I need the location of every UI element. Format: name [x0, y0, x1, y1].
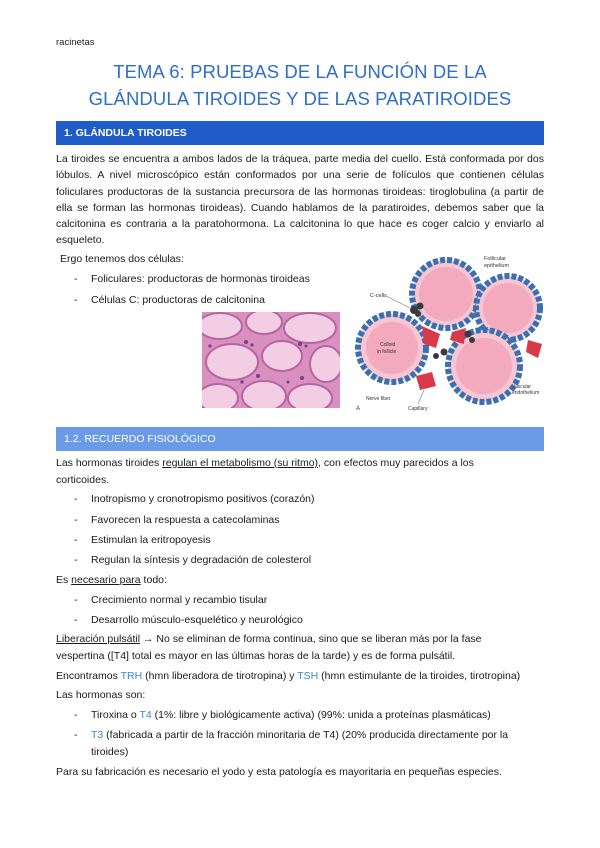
- label-capillary: Capillary: [408, 406, 428, 412]
- section-heading-physiology: 1.2. RECUERDO FISIOLÓGICO: [56, 427, 544, 451]
- title-line-2: GLÁNDULA TIROIDES Y DE LAS PARATIROIDES: [88, 88, 512, 109]
- bullet-dash: -: [74, 493, 78, 505]
- bullet-dash: -: [74, 514, 78, 526]
- cell-item-label: Células C: productoras de calcitonina: [91, 294, 265, 306]
- label-nerve-fiber: Nerve fiber: [366, 396, 391, 402]
- section-heading-thyroid: 1. GLÁNDULA TIROIDES: [56, 121, 544, 145]
- bullet-dash: -: [74, 709, 78, 721]
- follicle: [412, 260, 480, 328]
- label-follicular: Follicular: [484, 256, 507, 262]
- effect-item-3: [74, 533, 211, 547]
- hormone-item-t3: [74, 728, 509, 742]
- need-text-a: Es: [56, 574, 72, 586]
- cells-intro: Ergo tenemos dos células:: [60, 253, 184, 265]
- bullet-dash: -: [74, 294, 78, 306]
- trh-link[interactable]: TRH: [120, 670, 143, 682]
- bullet-dash: -: [74, 534, 78, 546]
- author-label: racinetas: [56, 37, 95, 48]
- effect-label: Inotropismo y cronotropismo positivos (corazón): [91, 493, 315, 505]
- label-vascular: Vascular: [512, 384, 532, 390]
- tsh-link[interactable]: TSH: [297, 670, 319, 682]
- intro-text-b: , con efectos muy parecidos a los: [318, 457, 474, 469]
- thyroid-follicle-diagram: [352, 248, 552, 416]
- need-text-b: todo:: [140, 574, 167, 586]
- bullet-dash: -: [74, 273, 78, 285]
- intro-line-2: corticoides.: [56, 474, 110, 486]
- cell-item-label: Foliculares: productoras de hormonas tiroideas: [91, 273, 310, 285]
- effect-item-4: [74, 553, 312, 567]
- thyroid-paragraph: La tiroides se encuentra a ambos lados de la tráquea, parte media del cuello. Está conformada por dos lóbulos. A nivel microscópico están conformados por una serie de folículos que contienen células foliculares productoras de la sustancia precursora de las hormonas tiroideas: tiroglobulina (a partir de ella se forman las hormonas tiroideas). Cuando hablamos de la paratiroides, debemos saber que la calcitonina es contraria a la paratohormona. La calcitonina lo que hace es coger calcio y enviarlo al esqueleto.: [56, 153, 544, 247]
- bullet-dash: -: [74, 554, 78, 566]
- label-endothelium: endothelium: [512, 390, 540, 396]
- trh-tsh-line: [56, 669, 520, 683]
- bullet-dash: -: [74, 594, 78, 606]
- t4-text-a: Tiroxina o: [91, 709, 140, 721]
- intro-line-1: [56, 456, 544, 470]
- page-title: [40, 58, 560, 112]
- label-c-cells: C-cells: [370, 293, 387, 299]
- hormone-item-t3-cont: tiroides): [91, 746, 129, 758]
- label-colloid: Colloid: [380, 342, 396, 348]
- final-paragraph: Para su fabricación es necesario el yodo y esta patología es mayoritaria en pequeñas especies.: [56, 766, 502, 778]
- bullet-dash: -: [74, 729, 78, 741]
- follicle: [358, 314, 426, 382]
- effect-item-2: [74, 513, 280, 527]
- hormones-intro: Las hormonas son:: [56, 689, 146, 701]
- t4-link[interactable]: T4: [139, 709, 152, 721]
- cell-item-1: [74, 272, 310, 286]
- enc-text-a: Encontramos: [56, 670, 121, 682]
- enc-text-b: (hmn liberadora de tirotropina) y: [142, 670, 298, 682]
- effect-item-1: [74, 492, 315, 506]
- bullet-dash: -: [74, 614, 78, 626]
- need-underlined: necesario para: [71, 574, 141, 586]
- t3-text-b: (fabricada a partir de la fracción minoritaria de T4) (20% producida directamente por la: [103, 729, 509, 741]
- release-line-1: [56, 632, 482, 646]
- cell-item-2: [74, 293, 265, 307]
- label-in-follicle: in follicle: [377, 349, 397, 355]
- t4-text-b: (1%: libre y biológicamente activa) (99%: unida a proteínas plasmáticas): [151, 709, 491, 721]
- histology-image: [202, 312, 340, 408]
- release-underlined: Liberación pulsátil: [56, 633, 141, 645]
- intro-underlined: regulan el metabolismo (su ritmo): [162, 457, 319, 469]
- effect-label: Regulan la síntesis y degradación de colesterol: [91, 554, 312, 566]
- release-text-a: → No se eliminan de forma continua, sino que se liberan más por la fase: [140, 633, 482, 645]
- title-line-1: TEMA 6: PRUEBAS DE LA FUNCIÓN DE LA: [113, 61, 487, 82]
- need-item-2: [74, 613, 303, 627]
- effect-label: Favorecen la respuesta a catecolaminas: [91, 514, 280, 526]
- need-label: Crecimiento normal y recambio tisular: [91, 594, 268, 606]
- t3-link[interactable]: T3: [91, 729, 104, 741]
- label-epithelium: epithelium: [484, 263, 510, 269]
- need-intro: [56, 573, 167, 587]
- intro-text-a: Las hormonas tiroides: [56, 457, 163, 469]
- label-panel-a: A: [356, 406, 361, 412]
- hormone-item-t4: [74, 708, 491, 722]
- effect-label: Estimulan la eritropoyesis: [91, 534, 211, 546]
- enc-text-c: (hmn estimulante de la tiroides, tirotropina): [318, 670, 521, 682]
- release-line-2: vespertina ([T4] total es mayor en las últimas horas de la tarde) y es de forma pulsátil.: [56, 650, 456, 662]
- need-item-1: [74, 593, 268, 607]
- need-label: Desarrollo músculo-esquelético y neurológico: [91, 614, 303, 626]
